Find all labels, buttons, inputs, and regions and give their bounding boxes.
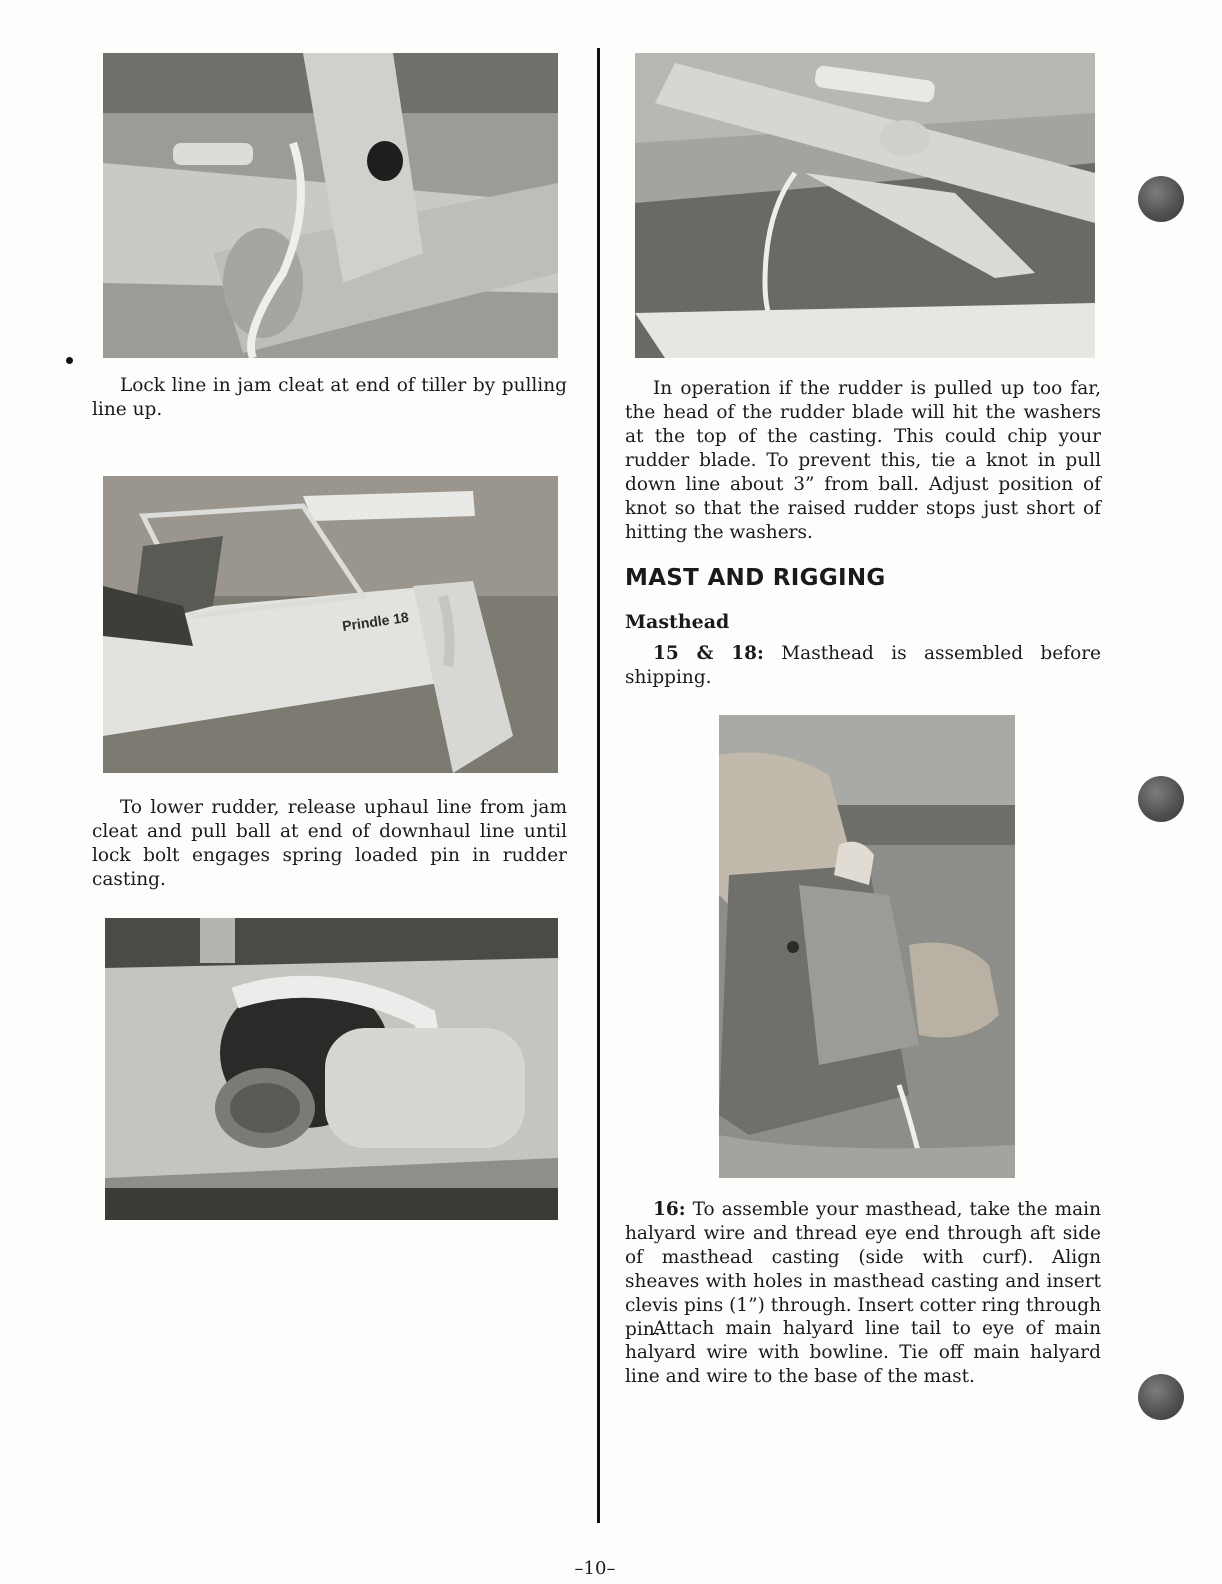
step-16-label: 16: xyxy=(653,1199,686,1220)
photo-rudder-assembly xyxy=(103,476,558,773)
binder-hole-middle xyxy=(1138,776,1184,822)
photo-tiller-jam-cleat xyxy=(103,53,558,358)
section-subtitle: Masthead xyxy=(625,611,730,633)
stray-mark xyxy=(66,357,73,364)
step-16-continued: Attach main halyard line tail to eye of main halyard wire with bowline. Tie off main halyard line and wire to the base of the mast. xyxy=(625,1318,1101,1387)
step-15-18 xyxy=(625,642,1101,690)
binder-hole-bottom xyxy=(1138,1374,1184,1420)
page-number: –10– xyxy=(574,1558,616,1579)
caption-jam-cleat: Lock line in jam cleat at end of tiller by pulling line up. xyxy=(92,375,567,420)
brand-decal: Prindle 18 xyxy=(341,608,410,634)
caption-operation: In operation if the rudder is pulled up too far, the head of the rudder blade will hit the washers at the top of the casting. This could chip your rudder blade. To prevent this, tie a knot in pull down line about 3” from ball. Adjust position of knot so that the raised rudder stops just short of hitting the washers. xyxy=(625,378,1101,543)
step-15-18-text: Masthead is assembled before shipping. xyxy=(625,643,1101,688)
photo-masthead-assembly xyxy=(719,715,1015,1178)
photo-rudder-casting xyxy=(105,918,558,1220)
photo-rudder-head-line xyxy=(635,53,1095,358)
step-15-18-label: 15 & 18: xyxy=(653,643,764,664)
section-title: MAST AND RIGGING xyxy=(625,565,886,591)
caption-lower-rudder: To lower rudder, release uphaul line from jam cleat and pull ball at end of downhaul line until lock bolt engages spring loaded pin in rudder casting. xyxy=(92,797,567,890)
binder-hole-top xyxy=(1138,176,1184,222)
column-divider xyxy=(597,48,600,1523)
step-16-text: To assemble your masthead, take the main halyard wire and thread eye end through aft side of masthead casting (side with curf). Align sheaves with holes in masthead casting and insert clevis pins (1”) through. Insert cotter ring through pin. xyxy=(625,1199,1101,1340)
